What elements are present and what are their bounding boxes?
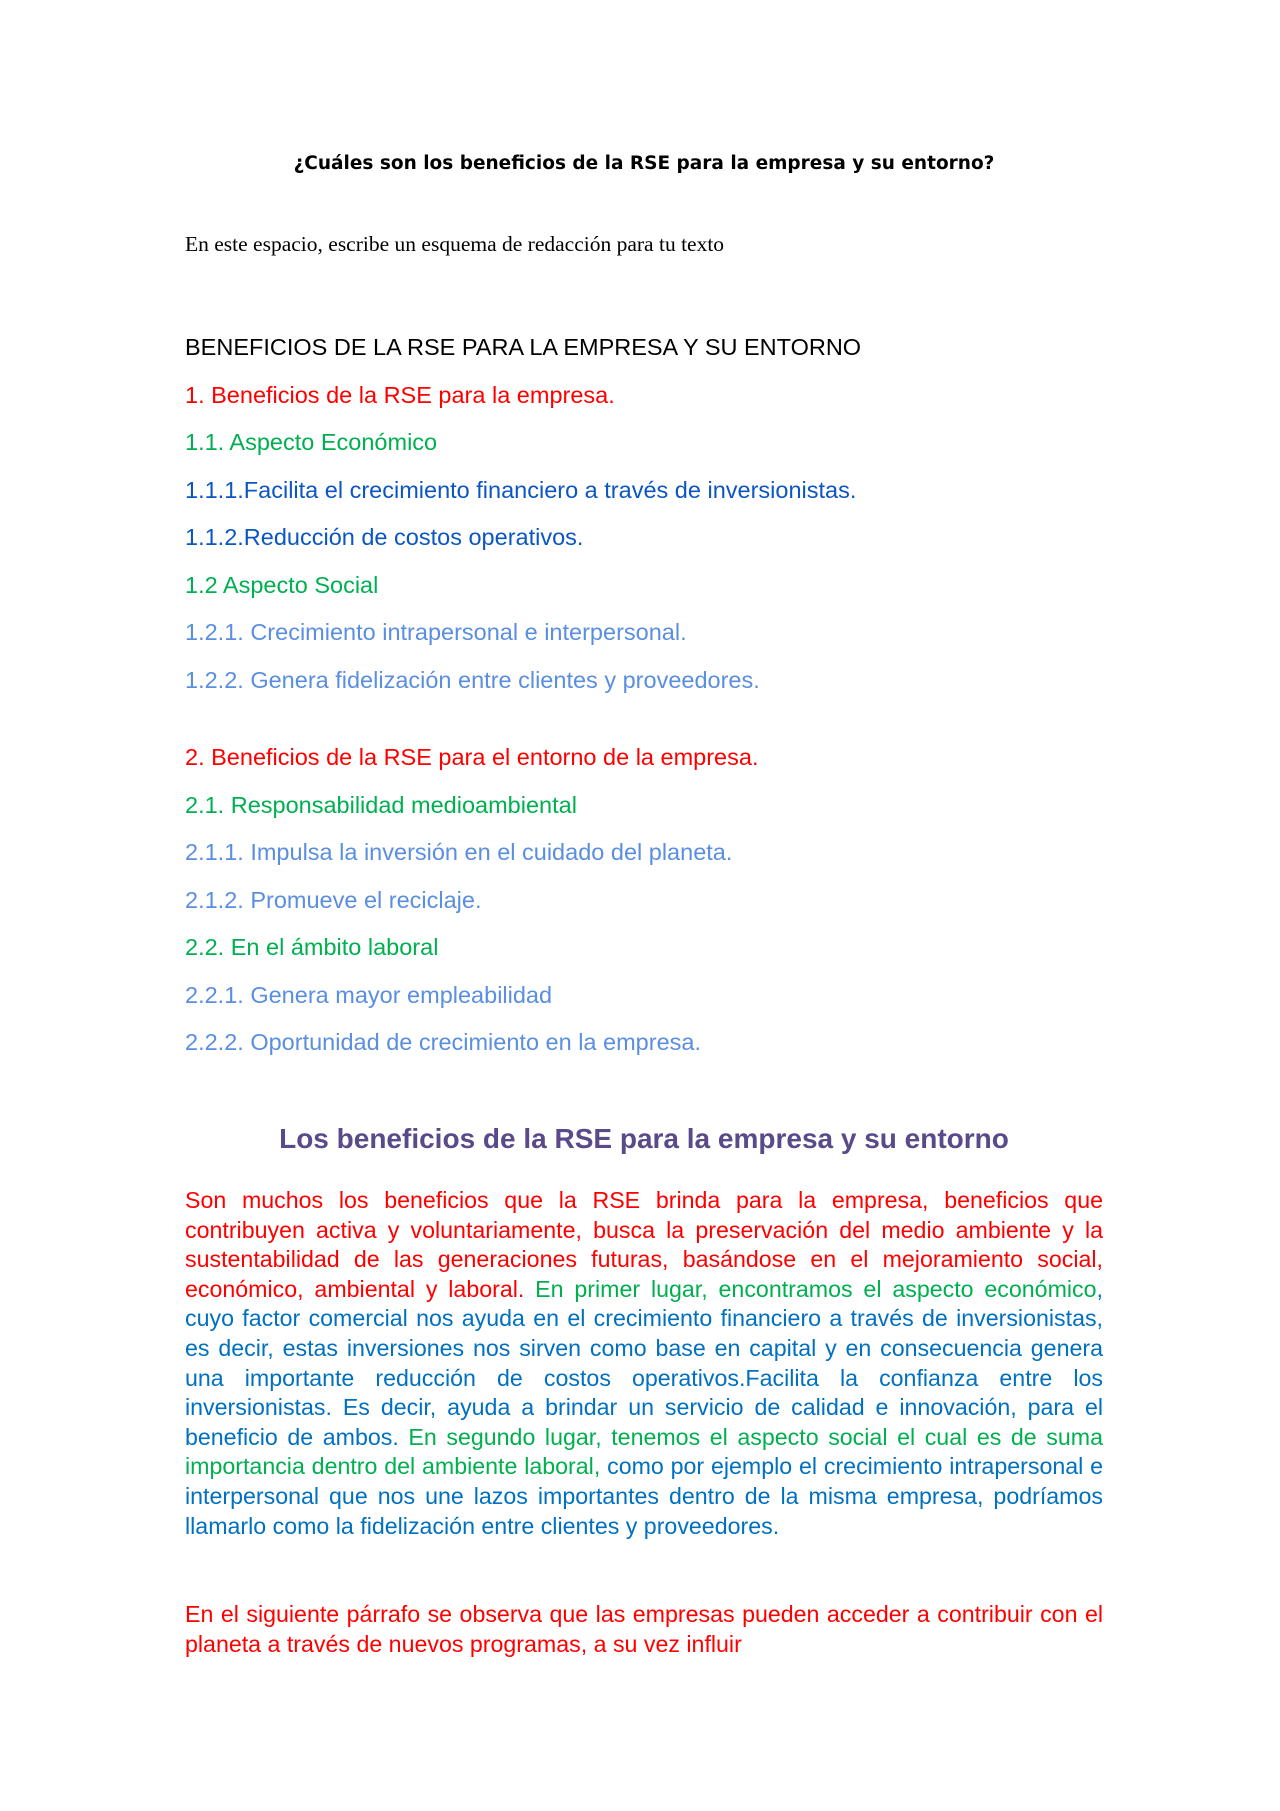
outline-list [185,333,1103,1076]
outline-item: 2.1.2. Promueve el reciclaje. [185,886,482,913]
paragraph-segment: En primer lugar, encontramos el aspecto económico [524,1275,1097,1302]
essay-paragraph-2: En el siguiente párrafo se observa que las empresas pueden acceder a contribuir con el planeta a través de nuevos programas, a su vez influir [185,1601,1103,1657]
outline-item: 1.2 Aspecto Social [185,571,379,598]
essay-paragraph-1 [185,1186,1103,1541]
outline-item: 2.1.1. Impulsa la inversión en el cuidado del planeta. [185,839,733,865]
outline-item: 1.1.2.Reducción de costos operativos. [185,524,584,550]
essay-title: Los beneficios de la RSE para la empresa y su entorno [279,1123,1009,1154]
paragraph-segment: , cuyo factor comercial nos ayuda en el crecimiento financiero a través de inversionistas, es decir, estas inversiones nos sirven como base en capital y en consecuencia genera una importante reducción de costos operativos.Facilita la confianza entre los inversionistas. Es decir, ayuda a brindar un servicio de calidad e innovación, para el beneficio de ambos. [185,1275,1103,1450]
outline-item: 2. Beneficios de la RSE para el entorno de la empresa. [185,744,759,770]
paragraph-segment: Son muchos los beneficios que la RSE brinda para la empresa, beneficios que contribuyen activa y voluntariamente, busca la preservación del medio ambiente y la sustentabilidad de las generaciones futuras, basándose en el mejoramiento social, económico, ambiental y laboral. [185,1187,1103,1302]
paragraph-segment: como por ejemplo el crecimiento intrapersonal e interpersonal que nos une lazos importantes dentro de la misma empresa, podríamos llamarlo como la fidelización entre clientes y proveedores. [185,1453,1103,1539]
outline-item: 2.2.1. Genera mayor empleabilidad [185,981,553,1008]
outline-item: 2.1. Responsabilidad medioambiental [185,791,577,818]
outline-item: 2.2.2. Oportunidad de crecimiento en la empresa. [185,1029,701,1055]
paragraph-segment: En segundo lugar, tenemos el aspecto social el cual es de suma importancia dentro del ambiente laboral, [185,1423,1103,1480]
outline-item: 1.1. Aspecto Económico [185,429,438,455]
document-question: ¿Cuáles son los beneficios de la RSE para la empresa y su entorno? [293,153,995,174]
outline-item: 2.2. En el ámbito laboral [185,934,439,960]
outline-item: 1.2.1. Crecimiento intrapersonal e interpersonal. [185,619,687,645]
instruction-text: En este espacio, escribe un esquema de redacción para tu texto [185,232,725,256]
outline-item: 1.1.1.Facilita el crecimiento financiero a través de inversionistas. [185,476,857,503]
outline-item: 1.2.2. Genera fidelización entre clientes y proveedores. [185,666,760,693]
outline-item: 1. Beneficios de la RSE para la empresa. [185,381,615,408]
outline-heading: BENEFICIOS DE LA RSE PARA LA EMPRESA Y SU ENTORNO [185,334,862,360]
